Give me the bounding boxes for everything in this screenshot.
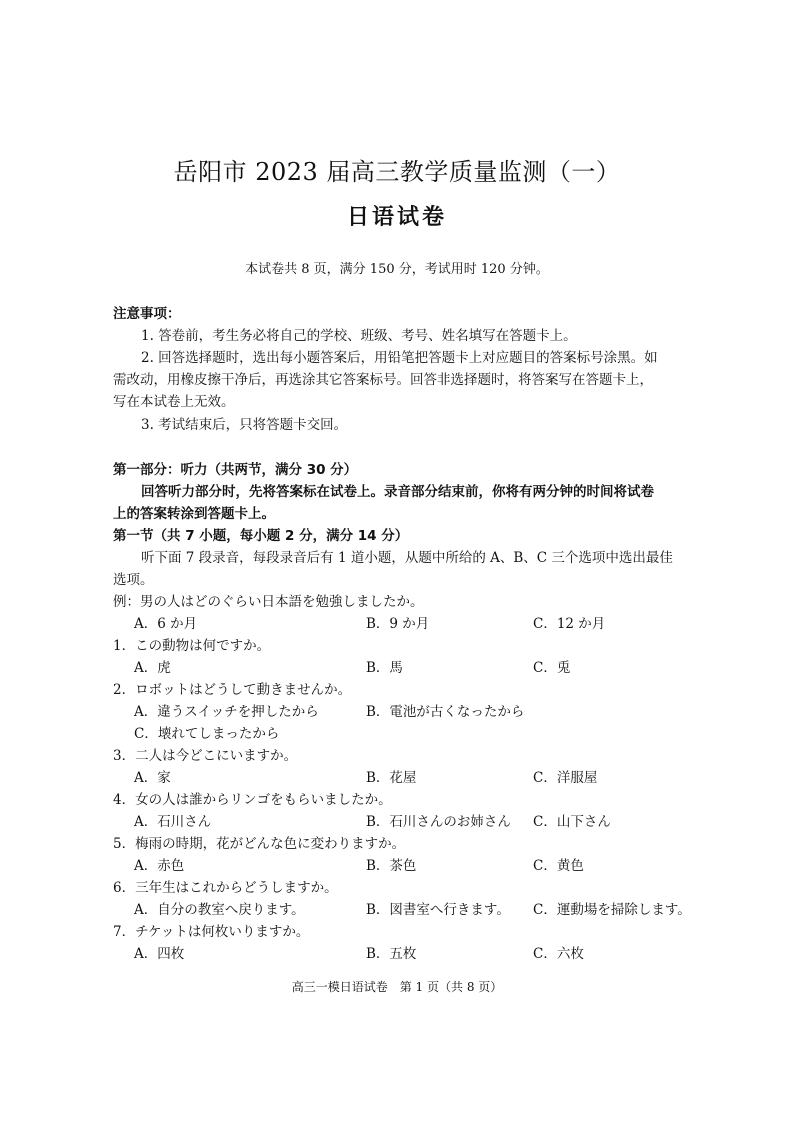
option-b: B．馬: [366, 660, 403, 676]
example-option-c: C．12 か月: [533, 616, 606, 632]
option-b: B．電池が古くなったから: [366, 704, 525, 720]
example-option-a: A．6 か月: [134, 616, 198, 632]
section1-instruction-line-2: 选项。: [113, 572, 154, 588]
option-c: C．洋服屋: [533, 770, 598, 786]
option-b: B．石川さんのお姉さん: [366, 814, 511, 830]
part1-heading: 第一部分：听力（共两节，满分 30 分）: [113, 462, 358, 478]
section1-heading: 第一节（共 7 小题，每小题 2 分，满分 14 分）: [113, 528, 409, 544]
page-footer: 高三一模日语试卷 第 1 页（共 8 页）: [291, 980, 503, 994]
option-b: B．図書室へ行きます。: [366, 902, 510, 918]
exam-subtitle: 日语试卷: [346, 205, 447, 230]
option-a: A．四枚: [134, 946, 185, 962]
option-a: A．自分の教室へ戻ります。: [134, 902, 305, 918]
exam-title: 岳阳市 2023 届高三教学质量监测（一）: [173, 158, 621, 186]
question-text: 7．チケットは何枚いりますか。: [113, 924, 310, 940]
option-b: B．五枚: [366, 946, 417, 962]
option-c: C．壊れてしまったから: [134, 726, 280, 742]
example-option-b: B．9 か月: [366, 616, 430, 632]
option-a: A．石川さん: [134, 814, 212, 830]
question-text: 4．女の人は誰からリンゴをもらいましたか。: [113, 792, 392, 808]
option-a: A．違うスイッチを押したから: [134, 704, 319, 720]
part1-instruction-line-1: 回答听力部分时，先将答案标在试卷上。录音部分结束前，你将有两分钟的时间将试卷: [141, 484, 654, 500]
question-text: 3．二人は今どこにいますか。: [113, 748, 298, 764]
option-c: C．山下さん: [533, 814, 611, 830]
notice-item-2-line-3: 写在本试卷上无效。: [113, 394, 235, 410]
option-c: C．兎: [533, 660, 571, 676]
notice-item-1: 1. 答卷前，考生务必将自己的学校、班级、考号、姓名填写在答题卡上。: [141, 328, 577, 344]
option-a: A．家: [134, 770, 171, 786]
option-a: A．赤色: [134, 858, 185, 874]
example-question: 例：男の人はどのぐらい日本語を勉強しましたか。: [113, 594, 424, 610]
question-text: 6．三年生はこれからどうしますか。: [113, 880, 338, 896]
part1-instruction-line-2: 上的答案转涂到答题卡上。: [113, 506, 275, 522]
notice-item-2-line-1: 2. 回答选择题时，选出每小题答案后，用铅笔把答题卡上对应题目的答案标号涂黑。如: [141, 350, 658, 366]
notice-item-3: 3. 考试结束后，只将答题卡交回。: [141, 417, 348, 433]
question-text: 2．ロボットはどうして動きませんか。: [113, 682, 352, 698]
notice-heading: 注意事项：: [113, 306, 181, 322]
option-b: B．花屋: [366, 770, 417, 786]
option-c: C．六枚: [533, 946, 584, 962]
option-b: B．茶色: [366, 858, 417, 874]
option-a: A．虎: [134, 660, 171, 676]
question-text: 1．この動物は何ですか。: [113, 638, 271, 654]
exam-info: 本试卷共 8 页，满分 150 分，考试用时 120 分钟。: [245, 262, 549, 277]
notice-item-2-line-2: 需改动，用橡皮擦干净后，再选涂其它答案标号。回答非选择题时，将答案写在答题卡上，: [113, 372, 653, 388]
option-c: C．黄色: [533, 858, 584, 874]
section1-instruction-line-1: 听下面 7 段录音，每段录音后有 1 道小题，从题中所给的 A、B、C 三个选项中选出最佳: [141, 550, 673, 566]
question-text: 5．梅雨の時期，花がどんな色に変わりますか。: [113, 836, 406, 852]
option-c: C．運動場を掃除します。: [533, 902, 691, 918]
